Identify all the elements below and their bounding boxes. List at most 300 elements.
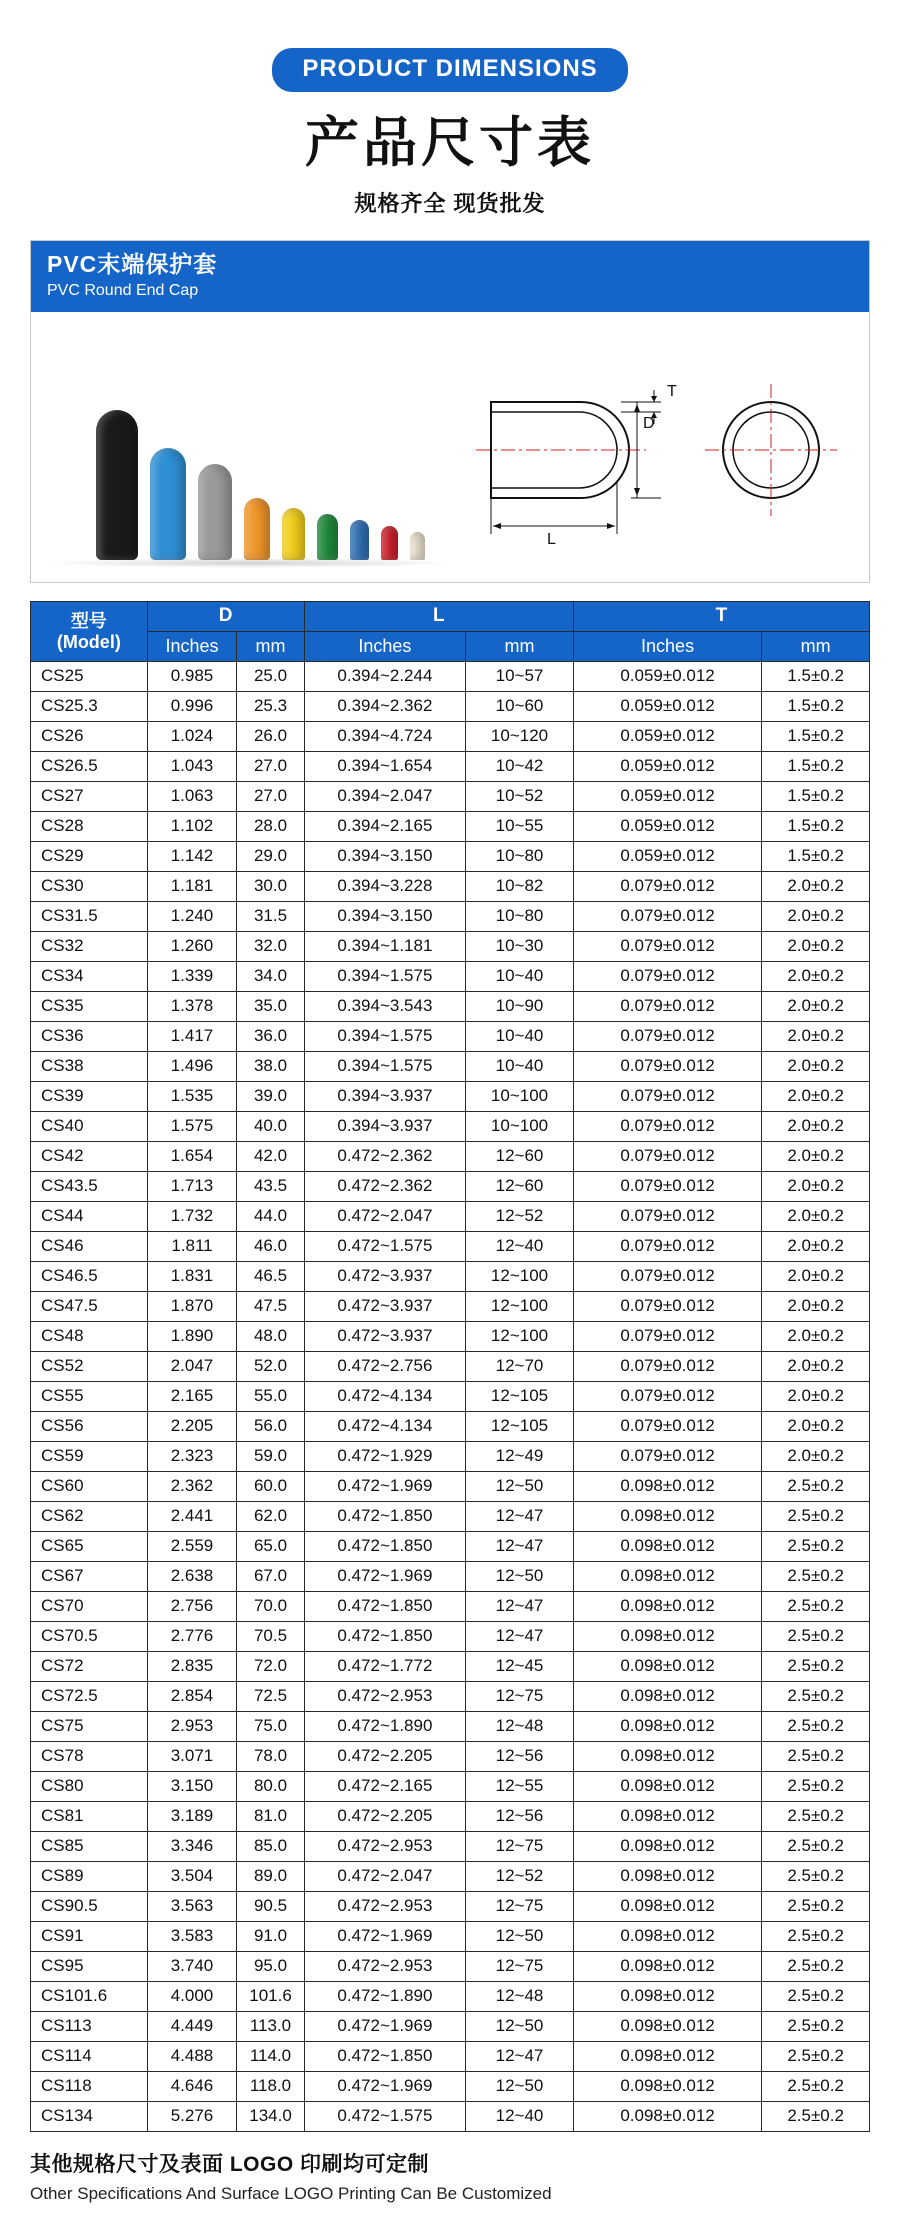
cell-d-mm: 72.0 bbox=[237, 1652, 304, 1682]
cell-l-inches: 0.472~1.969 bbox=[304, 1922, 466, 1952]
cell-model: CS25 bbox=[31, 662, 148, 692]
cell-l-mm: 12~50 bbox=[466, 2072, 574, 2102]
cell-l-mm: 12~60 bbox=[466, 1142, 574, 1172]
cell-t-inches: 0.079±0.012 bbox=[573, 1442, 761, 1472]
cell-d-inches: 2.323 bbox=[147, 1442, 237, 1472]
cell-t-mm: 2.5±0.2 bbox=[762, 1562, 870, 1592]
cell-t-mm: 2.0±0.2 bbox=[762, 1232, 870, 1262]
cell-t-inches: 0.079±0.012 bbox=[573, 1022, 761, 1052]
cell-d-mm: 42.0 bbox=[237, 1142, 304, 1172]
cell-l-inches: 0.394~1.575 bbox=[304, 1022, 466, 1052]
cell-l-mm: 10~52 bbox=[466, 782, 574, 812]
cell-t-mm: 2.5±0.2 bbox=[762, 2072, 870, 2102]
cell-l-inches: 0.472~2.047 bbox=[304, 1202, 466, 1232]
table-row bbox=[31, 1892, 870, 1922]
cell-t-inches: 0.098±0.012 bbox=[573, 1562, 761, 1592]
cell-model: CS26.5 bbox=[31, 752, 148, 782]
cell-l-mm: 12~75 bbox=[466, 1892, 574, 1922]
cell-d-inches: 1.535 bbox=[147, 1082, 237, 1112]
cell-l-mm: 10~100 bbox=[466, 1082, 574, 1112]
cell-l-mm: 10~42 bbox=[466, 752, 574, 782]
cell-d-inches: 2.756 bbox=[147, 1592, 237, 1622]
cell-l-inches: 0.394~2.047 bbox=[304, 782, 466, 812]
cell-l-mm: 12~47 bbox=[466, 1502, 574, 1532]
cell-model: CS78 bbox=[31, 1742, 148, 1772]
cell-l-inches: 0.394~1.181 bbox=[304, 932, 466, 962]
cell-t-inches: 0.079±0.012 bbox=[573, 1382, 761, 1412]
end-cap-sample-5 bbox=[282, 508, 305, 560]
cell-d-mm: 101.6 bbox=[237, 1982, 304, 2012]
cell-d-mm: 134.0 bbox=[237, 2102, 304, 2132]
cell-model: CS32 bbox=[31, 932, 148, 962]
svg-text:L: L bbox=[547, 531, 556, 549]
cell-d-mm: 118.0 bbox=[237, 2072, 304, 2102]
cell-l-inches: 0.472~1.850 bbox=[304, 1592, 466, 1622]
cell-model: CS91 bbox=[31, 1922, 148, 1952]
cell-t-inches: 0.098±0.012 bbox=[573, 1742, 761, 1772]
cell-d-mm: 35.0 bbox=[237, 992, 304, 1022]
page-title: 产品尺寸表 bbox=[305, 113, 595, 173]
cell-d-inches: 0.985 bbox=[147, 662, 237, 692]
cell-t-inches: 0.098±0.012 bbox=[573, 1532, 761, 1562]
cell-l-mm: 12~75 bbox=[466, 1682, 574, 1712]
cell-d-mm: 31.5 bbox=[237, 902, 304, 932]
cell-t-mm: 2.5±0.2 bbox=[762, 1682, 870, 1712]
cell-l-inches: 0.472~2.953 bbox=[304, 1952, 466, 1982]
cell-l-inches: 0.472~1.850 bbox=[304, 1532, 466, 1562]
cell-d-inches: 3.740 bbox=[147, 1952, 237, 1982]
cell-l-inches: 0.394~1.575 bbox=[304, 962, 466, 992]
header-l-inches: Inches bbox=[304, 632, 466, 662]
cell-l-mm: 12~75 bbox=[466, 1832, 574, 1862]
cell-d-inches: 2.854 bbox=[147, 1682, 237, 1712]
cell-l-inches: 0.394~3.937 bbox=[304, 1082, 466, 1112]
cell-d-mm: 85.0 bbox=[237, 1832, 304, 1862]
cell-t-inches: 0.098±0.012 bbox=[573, 1772, 761, 1802]
cell-t-inches: 0.079±0.012 bbox=[573, 992, 761, 1022]
cell-model: CS34 bbox=[31, 962, 148, 992]
cell-t-inches: 0.059±0.012 bbox=[573, 692, 761, 722]
cell-d-inches: 2.835 bbox=[147, 1652, 237, 1682]
cell-d-mm: 80.0 bbox=[237, 1772, 304, 1802]
cell-d-mm: 40.0 bbox=[237, 1112, 304, 1142]
cell-l-inches: 0.394~3.937 bbox=[304, 1112, 466, 1142]
table-row bbox=[31, 1352, 870, 1382]
cell-d-mm: 38.0 bbox=[237, 1052, 304, 1082]
cell-t-inches: 0.079±0.012 bbox=[573, 1232, 761, 1262]
cell-l-inches: 0.472~2.953 bbox=[304, 1832, 466, 1862]
cell-l-inches: 0.472~1.969 bbox=[304, 2012, 466, 2042]
cell-t-mm: 2.5±0.2 bbox=[762, 1712, 870, 1742]
table-row bbox=[31, 2072, 870, 2102]
cell-d-mm: 27.0 bbox=[237, 752, 304, 782]
table-row bbox=[31, 962, 870, 992]
cell-l-mm: 12~47 bbox=[466, 2042, 574, 2072]
cell-l-inches: 0.472~1.850 bbox=[304, 1502, 466, 1532]
cell-t-mm: 1.5±0.2 bbox=[762, 842, 870, 872]
cell-d-mm: 70.0 bbox=[237, 1592, 304, 1622]
cell-d-mm: 43.5 bbox=[237, 1172, 304, 1202]
cell-t-inches: 0.098±0.012 bbox=[573, 1982, 761, 2012]
cell-t-inches: 0.098±0.012 bbox=[573, 1712, 761, 1742]
table-row bbox=[31, 1682, 870, 1712]
cell-d-inches: 2.638 bbox=[147, 1562, 237, 1592]
cell-d-inches: 0.996 bbox=[147, 692, 237, 722]
cell-model: CS95 bbox=[31, 1952, 148, 1982]
cell-l-mm: 10~82 bbox=[466, 872, 574, 902]
cell-model: CS56 bbox=[31, 1412, 148, 1442]
cell-d-mm: 62.0 bbox=[237, 1502, 304, 1532]
cell-model: CS101.6 bbox=[31, 1982, 148, 2012]
table-row bbox=[31, 1562, 870, 1592]
cell-d-inches: 1.181 bbox=[147, 872, 237, 902]
cell-t-inches: 0.079±0.012 bbox=[573, 932, 761, 962]
cell-t-mm: 2.0±0.2 bbox=[762, 1262, 870, 1292]
header-model-en: (Model) bbox=[56, 631, 121, 652]
cell-l-inches: 0.472~2.047 bbox=[304, 1862, 466, 1892]
cell-model: CS28 bbox=[31, 812, 148, 842]
cell-model: CS81 bbox=[31, 1802, 148, 1832]
table-row bbox=[31, 812, 870, 842]
cell-model: CS30 bbox=[31, 872, 148, 902]
cell-d-inches: 1.496 bbox=[147, 1052, 237, 1082]
cell-d-mm: 91.0 bbox=[237, 1922, 304, 1952]
cell-t-inches: 0.079±0.012 bbox=[573, 1142, 761, 1172]
cell-l-mm: 12~105 bbox=[466, 1382, 574, 1412]
cell-d-inches: 2.441 bbox=[147, 1502, 237, 1532]
cell-t-inches: 0.079±0.012 bbox=[573, 962, 761, 992]
cell-t-inches: 0.079±0.012 bbox=[573, 1262, 761, 1292]
table-row bbox=[31, 1172, 870, 1202]
cell-model: CS55 bbox=[31, 1382, 148, 1412]
cell-l-mm: 12~55 bbox=[466, 1772, 574, 1802]
cell-d-mm: 60.0 bbox=[237, 1472, 304, 1502]
cell-l-mm: 12~47 bbox=[466, 1622, 574, 1652]
cell-l-inches: 0.394~2.165 bbox=[304, 812, 466, 842]
cell-t-mm: 2.0±0.2 bbox=[762, 1172, 870, 1202]
end-cap-sample-6 bbox=[317, 514, 338, 560]
cell-t-mm: 2.5±0.2 bbox=[762, 2042, 870, 2072]
cell-l-inches: 0.394~3.150 bbox=[304, 902, 466, 932]
cell-t-mm: 2.5±0.2 bbox=[762, 2102, 870, 2132]
cell-l-inches: 0.472~2.756 bbox=[304, 1352, 466, 1382]
cell-l-inches: 0.472~1.890 bbox=[304, 1982, 466, 2012]
table-header-group-row bbox=[31, 602, 870, 632]
cell-l-mm: 12~100 bbox=[466, 1262, 574, 1292]
cell-d-inches: 1.142 bbox=[147, 842, 237, 872]
cell-l-inches: 0.472~1.575 bbox=[304, 1232, 466, 1262]
cell-l-inches: 0.472~2.165 bbox=[304, 1772, 466, 1802]
cell-l-inches: 0.394~1.654 bbox=[304, 752, 466, 782]
cell-d-inches: 1.378 bbox=[147, 992, 237, 1022]
cell-l-mm: 12~45 bbox=[466, 1652, 574, 1682]
cell-model: CS60 bbox=[31, 1472, 148, 1502]
cell-model: CS75 bbox=[31, 1712, 148, 1742]
cell-l-mm: 10~120 bbox=[466, 722, 574, 752]
cell-t-inches: 0.098±0.012 bbox=[573, 1952, 761, 1982]
cell-l-mm: 12~47 bbox=[466, 1592, 574, 1622]
header-d-inches: Inches bbox=[147, 632, 237, 662]
cell-t-inches: 0.059±0.012 bbox=[573, 782, 761, 812]
cell-t-inches: 0.079±0.012 bbox=[573, 1322, 761, 1352]
cell-t-inches: 0.079±0.012 bbox=[573, 872, 761, 902]
cell-t-mm: 2.5±0.2 bbox=[762, 1742, 870, 1772]
cell-d-mm: 95.0 bbox=[237, 1952, 304, 1982]
table-row bbox=[31, 2012, 870, 2042]
cell-t-mm: 2.0±0.2 bbox=[762, 1352, 870, 1382]
cell-t-mm: 1.5±0.2 bbox=[762, 752, 870, 782]
table-row bbox=[31, 782, 870, 812]
cell-d-inches: 3.189 bbox=[147, 1802, 237, 1832]
cell-d-mm: 25.3 bbox=[237, 692, 304, 722]
cell-t-mm: 2.0±0.2 bbox=[762, 1292, 870, 1322]
cell-l-mm: 12~60 bbox=[466, 1172, 574, 1202]
cell-l-inches: 0.472~1.969 bbox=[304, 1562, 466, 1592]
cell-l-mm: 10~80 bbox=[466, 842, 574, 872]
cell-l-mm: 12~75 bbox=[466, 1952, 574, 1982]
table-header-unit-row bbox=[31, 632, 870, 662]
cell-d-mm: 56.0 bbox=[237, 1412, 304, 1442]
table-row bbox=[31, 1142, 870, 1172]
table-row bbox=[31, 2102, 870, 2132]
cell-l-mm: 12~40 bbox=[466, 2102, 574, 2132]
cell-d-mm: 113.0 bbox=[237, 2012, 304, 2042]
cell-model: CS52 bbox=[31, 1352, 148, 1382]
cell-model: CS89 bbox=[31, 1862, 148, 1892]
cell-l-inches: 0.472~1.850 bbox=[304, 2042, 466, 2072]
cell-model: CS42 bbox=[31, 1142, 148, 1172]
cell-t-inches: 0.098±0.012 bbox=[573, 1622, 761, 1652]
cell-t-mm: 2.0±0.2 bbox=[762, 1022, 870, 1052]
header-l-mm: mm bbox=[466, 632, 574, 662]
cell-t-inches: 0.079±0.012 bbox=[573, 1082, 761, 1112]
cell-d-mm: 34.0 bbox=[237, 962, 304, 992]
cell-l-inches: 0.394~3.543 bbox=[304, 992, 466, 1022]
cell-l-mm: 12~49 bbox=[466, 1442, 574, 1472]
cell-model: CS48 bbox=[31, 1322, 148, 1352]
cell-t-mm: 2.0±0.2 bbox=[762, 1142, 870, 1172]
cell-t-inches: 0.098±0.012 bbox=[573, 2072, 761, 2102]
cell-d-mm: 39.0 bbox=[237, 1082, 304, 1112]
cell-d-mm: 44.0 bbox=[237, 1202, 304, 1232]
cell-l-inches: 0.472~3.937 bbox=[304, 1262, 466, 1292]
cell-t-inches: 0.079±0.012 bbox=[573, 1292, 761, 1322]
cell-d-inches: 1.732 bbox=[147, 1202, 237, 1232]
table-row bbox=[31, 1082, 870, 1112]
cell-t-inches: 0.098±0.012 bbox=[573, 1922, 761, 1952]
table-row bbox=[31, 1502, 870, 1532]
cell-t-mm: 1.5±0.2 bbox=[762, 662, 870, 692]
table-row bbox=[31, 1862, 870, 1892]
cell-d-mm: 25.0 bbox=[237, 662, 304, 692]
cell-t-mm: 2.5±0.2 bbox=[762, 1772, 870, 1802]
cell-d-inches: 2.205 bbox=[147, 1412, 237, 1442]
cell-l-inches: 0.472~4.134 bbox=[304, 1412, 466, 1442]
cell-d-mm: 26.0 bbox=[237, 722, 304, 752]
cell-model: CS59 bbox=[31, 1442, 148, 1472]
cell-l-inches: 0.472~1.890 bbox=[304, 1712, 466, 1742]
cell-model: CS46.5 bbox=[31, 1262, 148, 1292]
svg-text:T: T bbox=[667, 383, 677, 401]
cell-t-mm: 2.0±0.2 bbox=[762, 1112, 870, 1142]
cell-d-mm: 52.0 bbox=[237, 1352, 304, 1382]
cell-t-mm: 2.5±0.2 bbox=[762, 1892, 870, 1922]
table-row bbox=[31, 842, 870, 872]
table-row bbox=[31, 662, 870, 692]
cell-d-inches: 1.063 bbox=[147, 782, 237, 812]
end-cap-sample-2 bbox=[150, 448, 186, 560]
cell-d-mm: 27.0 bbox=[237, 782, 304, 812]
cell-t-inches: 0.079±0.012 bbox=[573, 1112, 761, 1142]
cell-model: CS40 bbox=[31, 1112, 148, 1142]
cell-l-inches: 0.472~4.134 bbox=[304, 1382, 466, 1412]
table-row bbox=[31, 1592, 870, 1622]
cell-d-inches: 3.071 bbox=[147, 1742, 237, 1772]
table-row bbox=[31, 1652, 870, 1682]
cell-model: CS35 bbox=[31, 992, 148, 1022]
cell-d-inches: 3.150 bbox=[147, 1772, 237, 1802]
table-row bbox=[31, 1052, 870, 1082]
cell-l-inches: 0.472~1.969 bbox=[304, 2072, 466, 2102]
table-row bbox=[31, 1742, 870, 1772]
cell-t-mm: 2.0±0.2 bbox=[762, 902, 870, 932]
cell-d-inches: 1.240 bbox=[147, 902, 237, 932]
cell-l-mm: 12~52 bbox=[466, 1202, 574, 1232]
cell-t-inches: 0.098±0.012 bbox=[573, 1472, 761, 1502]
cell-l-inches: 0.472~2.953 bbox=[304, 1892, 466, 1922]
cell-model: CS38 bbox=[31, 1052, 148, 1082]
header-d: D bbox=[147, 602, 304, 632]
cell-t-mm: 2.0±0.2 bbox=[762, 1412, 870, 1442]
cell-d-mm: 30.0 bbox=[237, 872, 304, 902]
cell-model: CS27 bbox=[31, 782, 148, 812]
table-row bbox=[31, 932, 870, 962]
cell-model: CS43.5 bbox=[31, 1172, 148, 1202]
cell-d-mm: 65.0 bbox=[237, 1532, 304, 1562]
cell-model: CS85 bbox=[31, 1832, 148, 1862]
cell-l-mm: 12~50 bbox=[466, 2012, 574, 2042]
cell-model: CS80 bbox=[31, 1772, 148, 1802]
table-row bbox=[31, 1022, 870, 1052]
cell-d-inches: 1.260 bbox=[147, 932, 237, 962]
table-row bbox=[31, 1982, 870, 2012]
cell-model: CS72.5 bbox=[31, 1682, 148, 1712]
cell-t-mm: 2.5±0.2 bbox=[762, 1982, 870, 2012]
cell-l-mm: 12~50 bbox=[466, 1472, 574, 1502]
cell-l-inches: 0.394~4.724 bbox=[304, 722, 466, 752]
cell-d-mm: 89.0 bbox=[237, 1862, 304, 1892]
cell-t-mm: 2.5±0.2 bbox=[762, 1832, 870, 1862]
table-row bbox=[31, 1262, 870, 1292]
cell-d-inches: 1.575 bbox=[147, 1112, 237, 1142]
cell-model: CS70.5 bbox=[31, 1622, 148, 1652]
cell-l-mm: 12~56 bbox=[466, 1742, 574, 1772]
cell-d-mm: 114.0 bbox=[237, 2042, 304, 2072]
cell-t-mm: 2.5±0.2 bbox=[762, 1862, 870, 1892]
cell-model: CS26 bbox=[31, 722, 148, 752]
cell-t-inches: 0.079±0.012 bbox=[573, 1172, 761, 1202]
end-cap-sample-9 bbox=[410, 532, 425, 560]
cell-t-mm: 2.0±0.2 bbox=[762, 932, 870, 962]
cell-d-mm: 47.5 bbox=[237, 1292, 304, 1322]
cell-t-inches: 0.059±0.012 bbox=[573, 662, 761, 692]
cell-t-inches: 0.079±0.012 bbox=[573, 1352, 761, 1382]
cell-t-mm: 2.0±0.2 bbox=[762, 992, 870, 1022]
cell-d-inches: 1.654 bbox=[147, 1142, 237, 1172]
cell-d-inches: 1.831 bbox=[147, 1262, 237, 1292]
product-name-cn: PVC末端保护套 bbox=[47, 251, 218, 278]
cell-t-inches: 0.059±0.012 bbox=[573, 722, 761, 752]
cell-model: CS70 bbox=[31, 1592, 148, 1622]
product-panel bbox=[30, 240, 870, 583]
end-cap-sample-4 bbox=[244, 498, 270, 560]
product-dimensions-badge: PRODUCT DIMENSIONS bbox=[272, 48, 627, 92]
cell-t-inches: 0.098±0.012 bbox=[573, 1592, 761, 1622]
cell-d-mm: 90.5 bbox=[237, 1892, 304, 1922]
cell-d-inches: 1.890 bbox=[147, 1322, 237, 1352]
cell-t-inches: 0.059±0.012 bbox=[573, 752, 761, 782]
technical-drawing bbox=[471, 312, 869, 582]
cell-d-inches: 5.276 bbox=[147, 2102, 237, 2132]
end-cap-sample-3 bbox=[198, 464, 232, 560]
cell-l-mm: 10~80 bbox=[466, 902, 574, 932]
end-cap-sample-7 bbox=[350, 520, 369, 560]
header-t: T bbox=[573, 602, 869, 632]
cell-l-mm: 12~50 bbox=[466, 1562, 574, 1592]
cell-l-mm: 12~70 bbox=[466, 1352, 574, 1382]
cell-l-mm: 10~100 bbox=[466, 1112, 574, 1142]
cell-d-inches: 2.559 bbox=[147, 1532, 237, 1562]
cell-model: CS62 bbox=[31, 1502, 148, 1532]
cell-l-mm: 12~100 bbox=[466, 1292, 574, 1322]
cell-d-inches: 4.646 bbox=[147, 2072, 237, 2102]
cell-t-inches: 0.098±0.012 bbox=[573, 2102, 761, 2132]
cell-model: CS65 bbox=[31, 1532, 148, 1562]
header-model-cn: 型号 bbox=[70, 610, 107, 631]
cell-t-inches: 0.098±0.012 bbox=[573, 1862, 761, 1892]
cell-model: CS44 bbox=[31, 1202, 148, 1232]
cell-t-mm: 2.5±0.2 bbox=[762, 1922, 870, 1952]
cell-t-mm: 1.5±0.2 bbox=[762, 722, 870, 752]
cell-t-mm: 2.0±0.2 bbox=[762, 1202, 870, 1232]
cell-l-mm: 12~56 bbox=[466, 1802, 574, 1832]
cell-t-inches: 0.059±0.012 bbox=[573, 812, 761, 842]
cell-t-inches: 0.079±0.012 bbox=[573, 1052, 761, 1082]
cell-l-inches: 0.394~2.244 bbox=[304, 662, 466, 692]
cell-t-mm: 2.5±0.2 bbox=[762, 1652, 870, 1682]
cell-d-mm: 32.0 bbox=[237, 932, 304, 962]
header-l: L bbox=[304, 602, 573, 632]
cell-l-inches: 0.472~2.362 bbox=[304, 1142, 466, 1172]
cell-d-mm: 75.0 bbox=[237, 1712, 304, 1742]
table-row bbox=[31, 1442, 870, 1472]
table-row bbox=[31, 1472, 870, 1502]
header-model bbox=[31, 602, 148, 662]
cell-t-mm: 2.0±0.2 bbox=[762, 872, 870, 902]
cell-l-mm: 10~57 bbox=[466, 662, 574, 692]
cell-model: CS113 bbox=[31, 2012, 148, 2042]
cell-t-mm: 2.5±0.2 bbox=[762, 1592, 870, 1622]
cell-l-inches: 0.472~2.205 bbox=[304, 1742, 466, 1772]
cell-model: CS72 bbox=[31, 1652, 148, 1682]
cell-t-inches: 0.079±0.012 bbox=[573, 1412, 761, 1442]
table-row bbox=[31, 1292, 870, 1322]
cell-d-inches: 1.024 bbox=[147, 722, 237, 752]
page-subtitle: 规格齐全 现货批发 bbox=[354, 191, 546, 217]
cell-d-mm: 70.5 bbox=[237, 1622, 304, 1652]
cell-t-mm: 2.5±0.2 bbox=[762, 1472, 870, 1502]
cell-d-mm: 29.0 bbox=[237, 842, 304, 872]
